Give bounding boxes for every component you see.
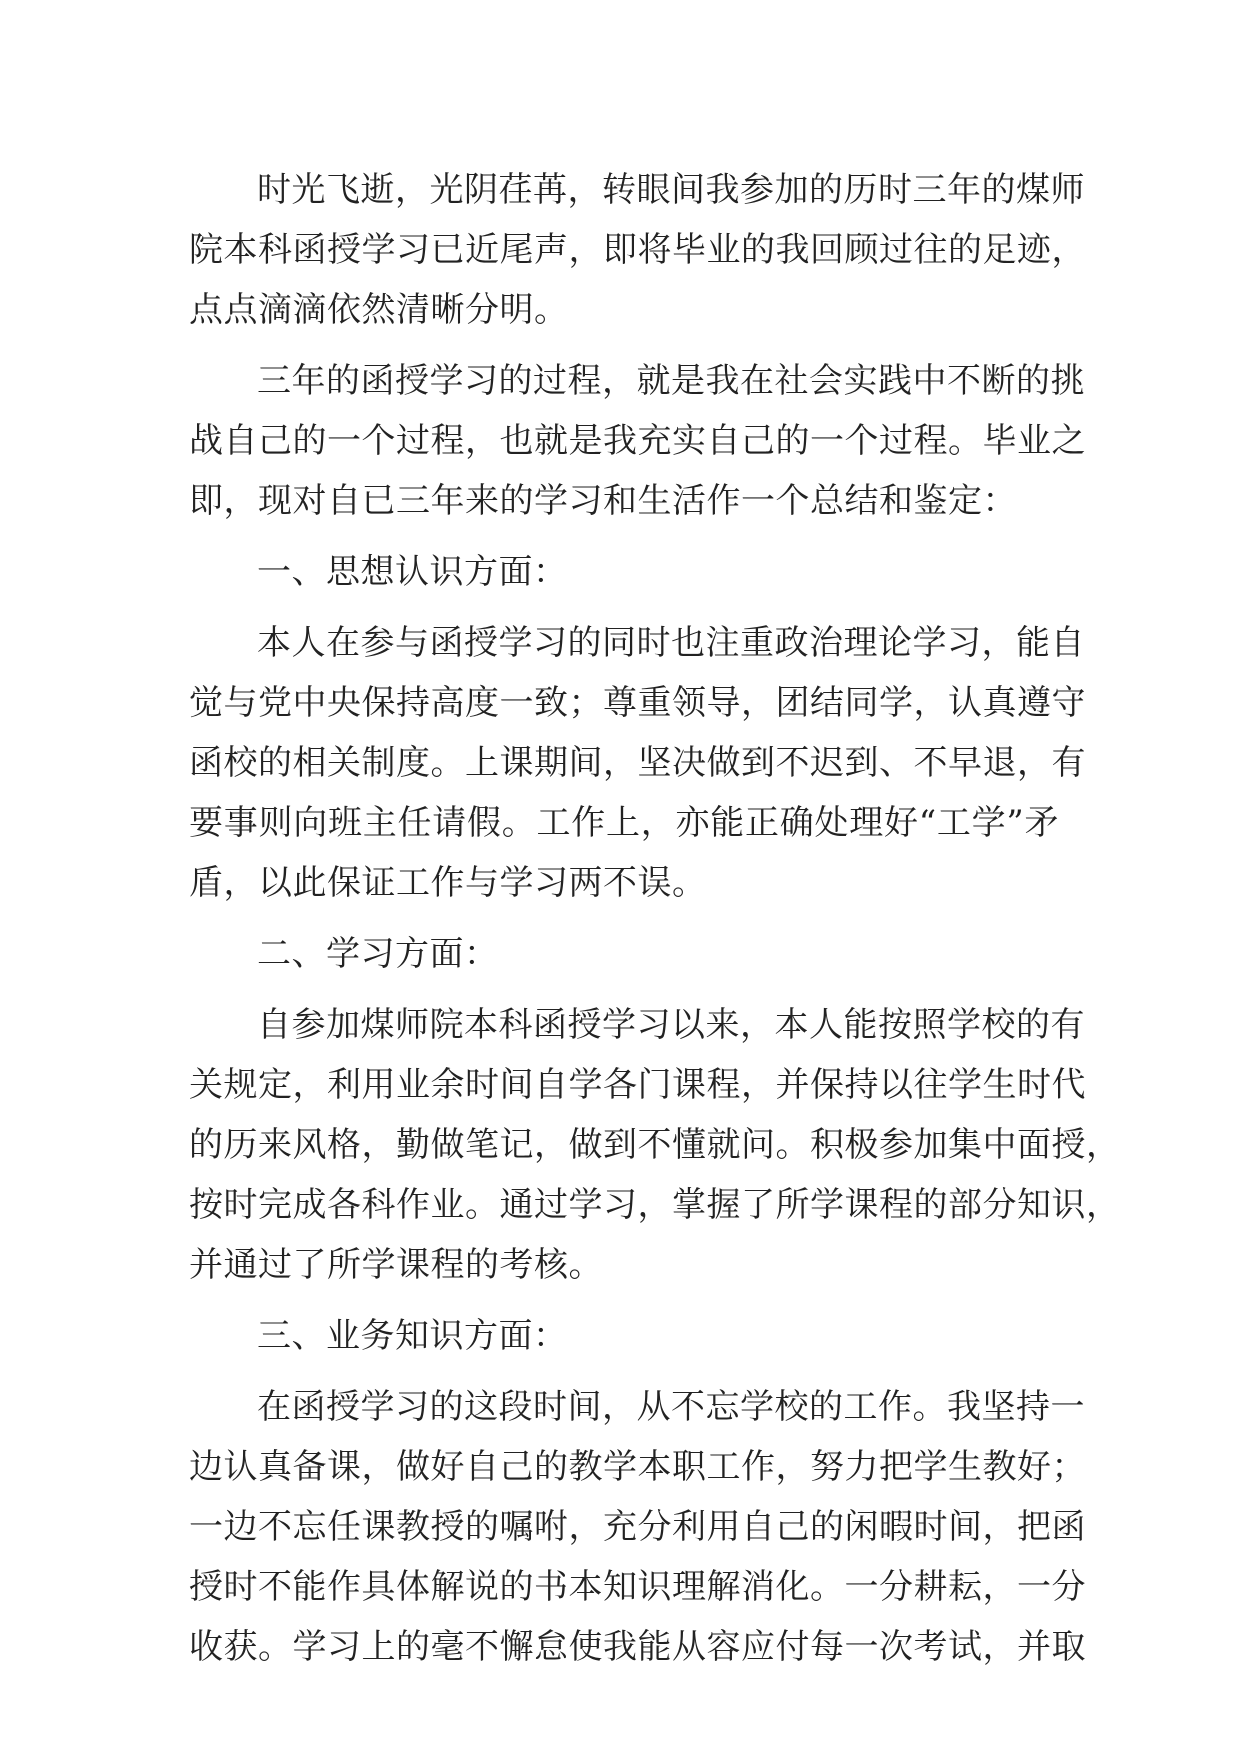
text-line: 院本科函授学习已近尾声，即将毕业的我回顾过往的足迹， (189, 230, 1086, 270)
text-line: 授时不能作具体解说的书本知识理解消化。一分耕耘，一分 (189, 1567, 1086, 1607)
text-line: 盾，以此保证工作与学习两不误。 (189, 863, 707, 903)
paragraph-business (189, 1377, 1086, 1677)
paragraph-thought (189, 613, 1086, 913)
section-heading-thought (189, 542, 1059, 602)
text-line: 时光飞逝，光阴荏苒，转眼间我参加的历时三年的煤师 (257, 170, 1085, 210)
document-body (189, 160, 1121, 1688)
text-line: 关规定，利用业余时间自学各门课程，并保持以往学生时代 (189, 1065, 1086, 1105)
text-line: 觉与党中央保持高度一致；尊重领导，团结同学，认真遵守 (189, 683, 1086, 723)
paragraph-study (189, 995, 1121, 1295)
section-heading-study (189, 924, 1059, 984)
text-line: 在函授学习的这段时间，从不忘学校的工作。我坚持一 (257, 1387, 1085, 1427)
text-line: 一边不忘任课教授的嘱咐，充分利用自己的闲暇时间，把函 (189, 1507, 1086, 1547)
text-line: 边认真备课，做好自己的教学本职工作，努力把学生教好； (189, 1447, 1086, 1487)
section-heading: 一、思想认识方面： (257, 552, 568, 592)
text-line: 即，现对自已三年来的学习和生活作一个总结和鉴定： (189, 481, 1017, 521)
text-line: 本人在参与函授学习的同时也注重政治理论学习，能自 (257, 623, 1085, 663)
text-line: 函校的相关制度。上课期间，坚决做到不迟到、不早退，有 (189, 743, 1086, 783)
text-line: 自参加煤师院本科函授学习以来，本人能按照学校的有 (257, 1005, 1085, 1045)
text-line: 的历来风格，勤做笔记，做到不懂就问。积极参加集中面授， (189, 1125, 1121, 1165)
paragraph-overview (189, 351, 1086, 531)
text-line: 并通过了所学课程的考核。 (189, 1245, 603, 1285)
text-line: 按时完成各科作业。通过学习，掌握了所学课程的部分知识， (189, 1185, 1121, 1225)
text-line: 三年的函授学习的过程，就是我在社会实践中不断的挑 (257, 361, 1085, 401)
section-heading-business (189, 1306, 1059, 1366)
text-line: 要事则向班主任请假。工作上，亦能正确处理好“工学”矛 (189, 803, 1059, 843)
paragraph-intro (189, 160, 1086, 340)
text-line: 战自己的一个过程，也就是我充实自己的一个过程。毕业之 (189, 421, 1086, 461)
text-line: 收获。学习上的毫不懈怠使我能从容应付每一次考试，并取 (189, 1627, 1086, 1667)
section-heading: 二、学习方面： (257, 934, 499, 974)
text-line: 点点滴滴依然清晰分明。 (189, 290, 569, 330)
section-heading: 三、业务知识方面： (257, 1316, 568, 1356)
